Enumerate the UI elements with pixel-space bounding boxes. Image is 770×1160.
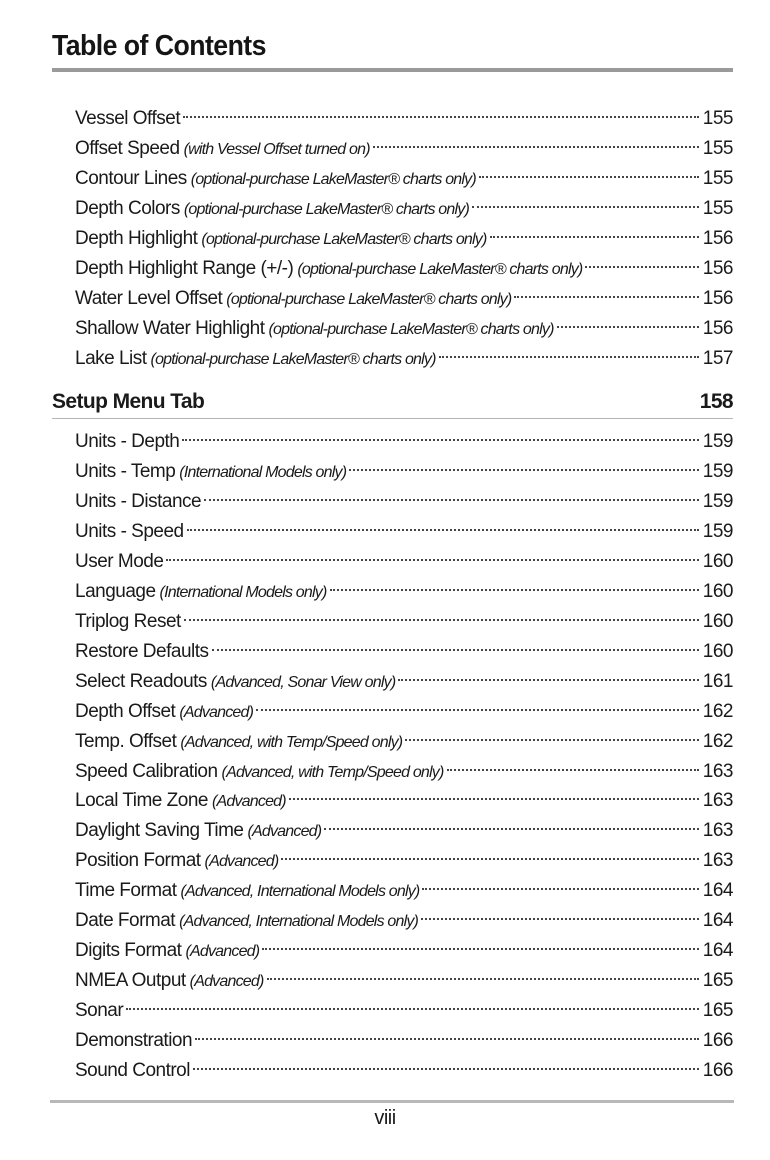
entry-page: 155 bbox=[702, 198, 733, 219]
entry-label: Language bbox=[75, 581, 156, 602]
entry-note: (Advanced, International Models only) bbox=[179, 913, 419, 930]
entry-label: NMEA Output bbox=[75, 970, 186, 991]
entry-page: 160 bbox=[702, 581, 733, 602]
entry-page: 156 bbox=[702, 318, 733, 339]
dot-leader bbox=[289, 780, 699, 806]
toc-entry-demonstration[interactable] bbox=[75, 1020, 733, 1051]
dot-leader bbox=[195, 1020, 699, 1046]
entry-note: (International Models only) bbox=[159, 584, 327, 601]
footer-page-number: viii bbox=[374, 1107, 396, 1129]
entry-note: (Advanced) bbox=[247, 823, 322, 840]
dot-leader bbox=[187, 511, 699, 537]
entry-label: Offset Speed bbox=[75, 138, 180, 159]
entry-label: Shallow Water Highlight bbox=[75, 318, 265, 339]
entry-page: 165 bbox=[702, 1000, 733, 1021]
title-divider bbox=[52, 68, 733, 72]
dot-leader bbox=[330, 571, 699, 597]
entry-label: Temp. Offset bbox=[75, 731, 177, 752]
dot-leader bbox=[439, 338, 699, 364]
entry-page: 160 bbox=[702, 551, 733, 572]
entry-page: 159 bbox=[702, 521, 733, 542]
dot-leader bbox=[373, 128, 699, 154]
dot-leader bbox=[184, 601, 699, 627]
entry-label: Sonar bbox=[75, 1000, 124, 1021]
dot-leader bbox=[182, 421, 698, 447]
entry-page: 156 bbox=[702, 228, 733, 249]
entry-label: Sound Control bbox=[75, 1060, 190, 1081]
entry-note: (optional-purchase LakeMaster® charts only) bbox=[190, 171, 476, 188]
toc-entry-digits-format[interactable] bbox=[75, 930, 733, 961]
dot-leader bbox=[126, 990, 699, 1016]
toc-entry-vessel-offset[interactable] bbox=[75, 98, 733, 129]
entry-label: Units - Distance bbox=[75, 491, 202, 512]
entry-label: Time Format bbox=[75, 880, 177, 901]
entry-label: Digits Format bbox=[75, 940, 182, 961]
dot-leader bbox=[256, 691, 699, 717]
entry-note: (Advanced) bbox=[204, 853, 279, 870]
entry-page: 159 bbox=[702, 431, 733, 452]
entry-label: Daylight Saving Time bbox=[75, 820, 244, 841]
dot-leader bbox=[267, 960, 699, 986]
dot-leader bbox=[212, 631, 699, 657]
entry-label: Depth Offset bbox=[75, 701, 176, 722]
entry-note: (Advanced, International Models only) bbox=[180, 883, 420, 900]
toc-entry-select-readouts[interactable] bbox=[75, 661, 733, 692]
entry-note: (Advanced, Sonar View only) bbox=[210, 674, 396, 691]
toc-entry-position-format[interactable] bbox=[75, 840, 733, 871]
entry-note: (optional-purchase LakeMaster® charts only) bbox=[150, 351, 436, 368]
entry-note: (optional-purchase LakeMaster® charts only) bbox=[183, 201, 469, 218]
toc-entry-depth-colors[interactable] bbox=[75, 188, 733, 219]
toc-entry-date-format[interactable] bbox=[75, 900, 733, 931]
entry-label: Select Readouts bbox=[75, 671, 207, 692]
dot-leader bbox=[557, 308, 699, 334]
entry-note: (with Vessel Offset turned on) bbox=[183, 141, 370, 158]
entry-page: 162 bbox=[702, 731, 733, 752]
dot-leader bbox=[204, 481, 699, 507]
entry-page: 164 bbox=[702, 910, 733, 931]
toc-entry-offset-speed[interactable] bbox=[75, 128, 733, 159]
entry-note: (optional-purchase LakeMaster® charts only) bbox=[226, 291, 512, 308]
entry-label: Water Level Offset bbox=[75, 288, 223, 309]
entry-label: Lake List bbox=[75, 348, 147, 369]
entry-label: Units - Depth bbox=[75, 431, 180, 452]
dot-leader bbox=[479, 158, 699, 184]
toc-entry-temp-offset[interactable] bbox=[75, 721, 733, 752]
entry-page: 166 bbox=[702, 1060, 733, 1081]
entry-page: 162 bbox=[702, 701, 733, 722]
entry-note: (Advanced) bbox=[185, 943, 260, 960]
entry-page: 155 bbox=[702, 168, 733, 189]
footer-divider bbox=[50, 1100, 734, 1103]
toc-entry-restore-defaults[interactable] bbox=[75, 631, 733, 662]
dot-leader bbox=[585, 248, 698, 274]
entry-page: 160 bbox=[702, 641, 733, 662]
page-title: Table of Contents bbox=[52, 30, 266, 62]
entry-page: 159 bbox=[702, 491, 733, 512]
toc-entry-units-speed[interactable] bbox=[75, 511, 733, 542]
toc-entry-units-depth[interactable] bbox=[75, 421, 733, 452]
entry-page: 161 bbox=[702, 671, 733, 692]
dot-leader bbox=[262, 930, 699, 956]
toc-entry-speed-calibration[interactable] bbox=[75, 751, 733, 782]
entry-label: Units - Speed bbox=[75, 521, 184, 542]
entry-page: 160 bbox=[702, 611, 733, 632]
toc-entry-shallow-water-highlight[interactable] bbox=[75, 308, 733, 339]
toc-entry-depth-offset[interactable] bbox=[75, 691, 733, 722]
entry-label: Units - Temp bbox=[75, 461, 176, 482]
entry-note: (optional-purchase LakeMaster® charts only) bbox=[297, 261, 583, 278]
toc-entry-depth-highlight[interactable] bbox=[75, 218, 733, 249]
dot-leader bbox=[514, 278, 698, 304]
dot-leader bbox=[405, 721, 698, 747]
entry-page: 164 bbox=[702, 940, 733, 961]
entry-note: (Advanced) bbox=[179, 704, 254, 721]
dot-leader bbox=[447, 751, 699, 777]
entry-label: Local Time Zone bbox=[75, 790, 208, 811]
entry-label: Demonstration bbox=[75, 1030, 193, 1051]
toc-entry-local-time-zone[interactable] bbox=[75, 780, 733, 811]
entry-note: (Advanced, with Temp/Speed only) bbox=[180, 734, 403, 751]
entry-note: (Advanced) bbox=[189, 973, 264, 990]
entry-note: (Advanced) bbox=[211, 793, 286, 810]
entry-note: (Advanced, with Temp/Speed only) bbox=[221, 764, 444, 781]
entry-label: Position Format bbox=[75, 850, 201, 871]
entry-page: 165 bbox=[702, 970, 733, 991]
dot-leader bbox=[324, 810, 699, 836]
entry-label: Restore Defaults bbox=[75, 641, 209, 662]
entry-page: 163 bbox=[702, 790, 733, 811]
section-title: Setup Menu Tab bbox=[52, 390, 205, 413]
entry-page: 166 bbox=[702, 1030, 733, 1051]
entry-page: 156 bbox=[702, 258, 733, 279]
entry-page: 156 bbox=[702, 288, 733, 309]
toc-entry-units-temp[interactable] bbox=[75, 451, 733, 482]
dot-leader bbox=[422, 870, 698, 896]
dot-leader bbox=[193, 1050, 699, 1076]
entry-label: Vessel Offset bbox=[75, 108, 181, 129]
toc-entry-user-mode[interactable] bbox=[75, 541, 733, 572]
entry-label: Speed Calibration bbox=[75, 761, 218, 782]
section-heading-setup-menu-tab[interactable] bbox=[52, 390, 733, 419]
toc-entry-depth-highlight-range[interactable] bbox=[75, 248, 733, 279]
toc-entry-daylight-saving-time[interactable] bbox=[75, 810, 733, 841]
entry-page: 163 bbox=[702, 820, 733, 841]
entry-page: 163 bbox=[702, 761, 733, 782]
toc-entry-language[interactable] bbox=[75, 571, 733, 602]
entry-page: 159 bbox=[702, 461, 733, 482]
toc-entry-contour-lines[interactable] bbox=[75, 158, 733, 189]
dot-leader bbox=[183, 98, 699, 124]
toc-entry-triplog-reset[interactable] bbox=[75, 601, 733, 632]
entry-page: 155 bbox=[702, 108, 733, 129]
dot-leader bbox=[281, 840, 698, 866]
entry-label: Triplog Reset bbox=[75, 611, 181, 632]
entry-label: Depth Colors bbox=[75, 198, 180, 219]
section-page: 158 bbox=[699, 390, 733, 413]
toc-entry-sound-control[interactable] bbox=[75, 1050, 733, 1081]
toc-entry-time-format[interactable] bbox=[75, 870, 733, 901]
entry-label: Depth Highlight bbox=[75, 228, 198, 249]
entry-label: User Mode bbox=[75, 551, 164, 572]
entry-note: (optional-purchase LakeMaster® charts only) bbox=[201, 231, 487, 248]
entry-page: 157 bbox=[702, 348, 733, 369]
entry-label: Date Format bbox=[75, 910, 176, 931]
toc-entry-lake-list[interactable] bbox=[75, 338, 733, 369]
dot-leader bbox=[166, 541, 698, 567]
dot-leader bbox=[421, 900, 699, 926]
toc-entry-sonar[interactable] bbox=[75, 990, 733, 1021]
entry-note: (International Models only) bbox=[179, 464, 347, 481]
entry-page: 164 bbox=[702, 880, 733, 901]
entry-label: Depth Highlight Range (+/-) bbox=[75, 258, 294, 279]
toc-entry-units-distance[interactable] bbox=[75, 481, 733, 512]
entry-note: (optional-purchase LakeMaster® charts only) bbox=[268, 321, 554, 338]
toc-entry-nmea-output[interactable] bbox=[75, 960, 733, 991]
entry-label: Contour Lines bbox=[75, 168, 187, 189]
entry-page: 155 bbox=[702, 138, 733, 159]
dot-leader bbox=[349, 451, 699, 477]
toc-entry-water-level-offset[interactable] bbox=[75, 278, 733, 309]
dot-leader bbox=[490, 218, 699, 244]
entry-page: 163 bbox=[702, 850, 733, 871]
dot-leader bbox=[398, 661, 698, 687]
dot-leader bbox=[472, 188, 699, 214]
